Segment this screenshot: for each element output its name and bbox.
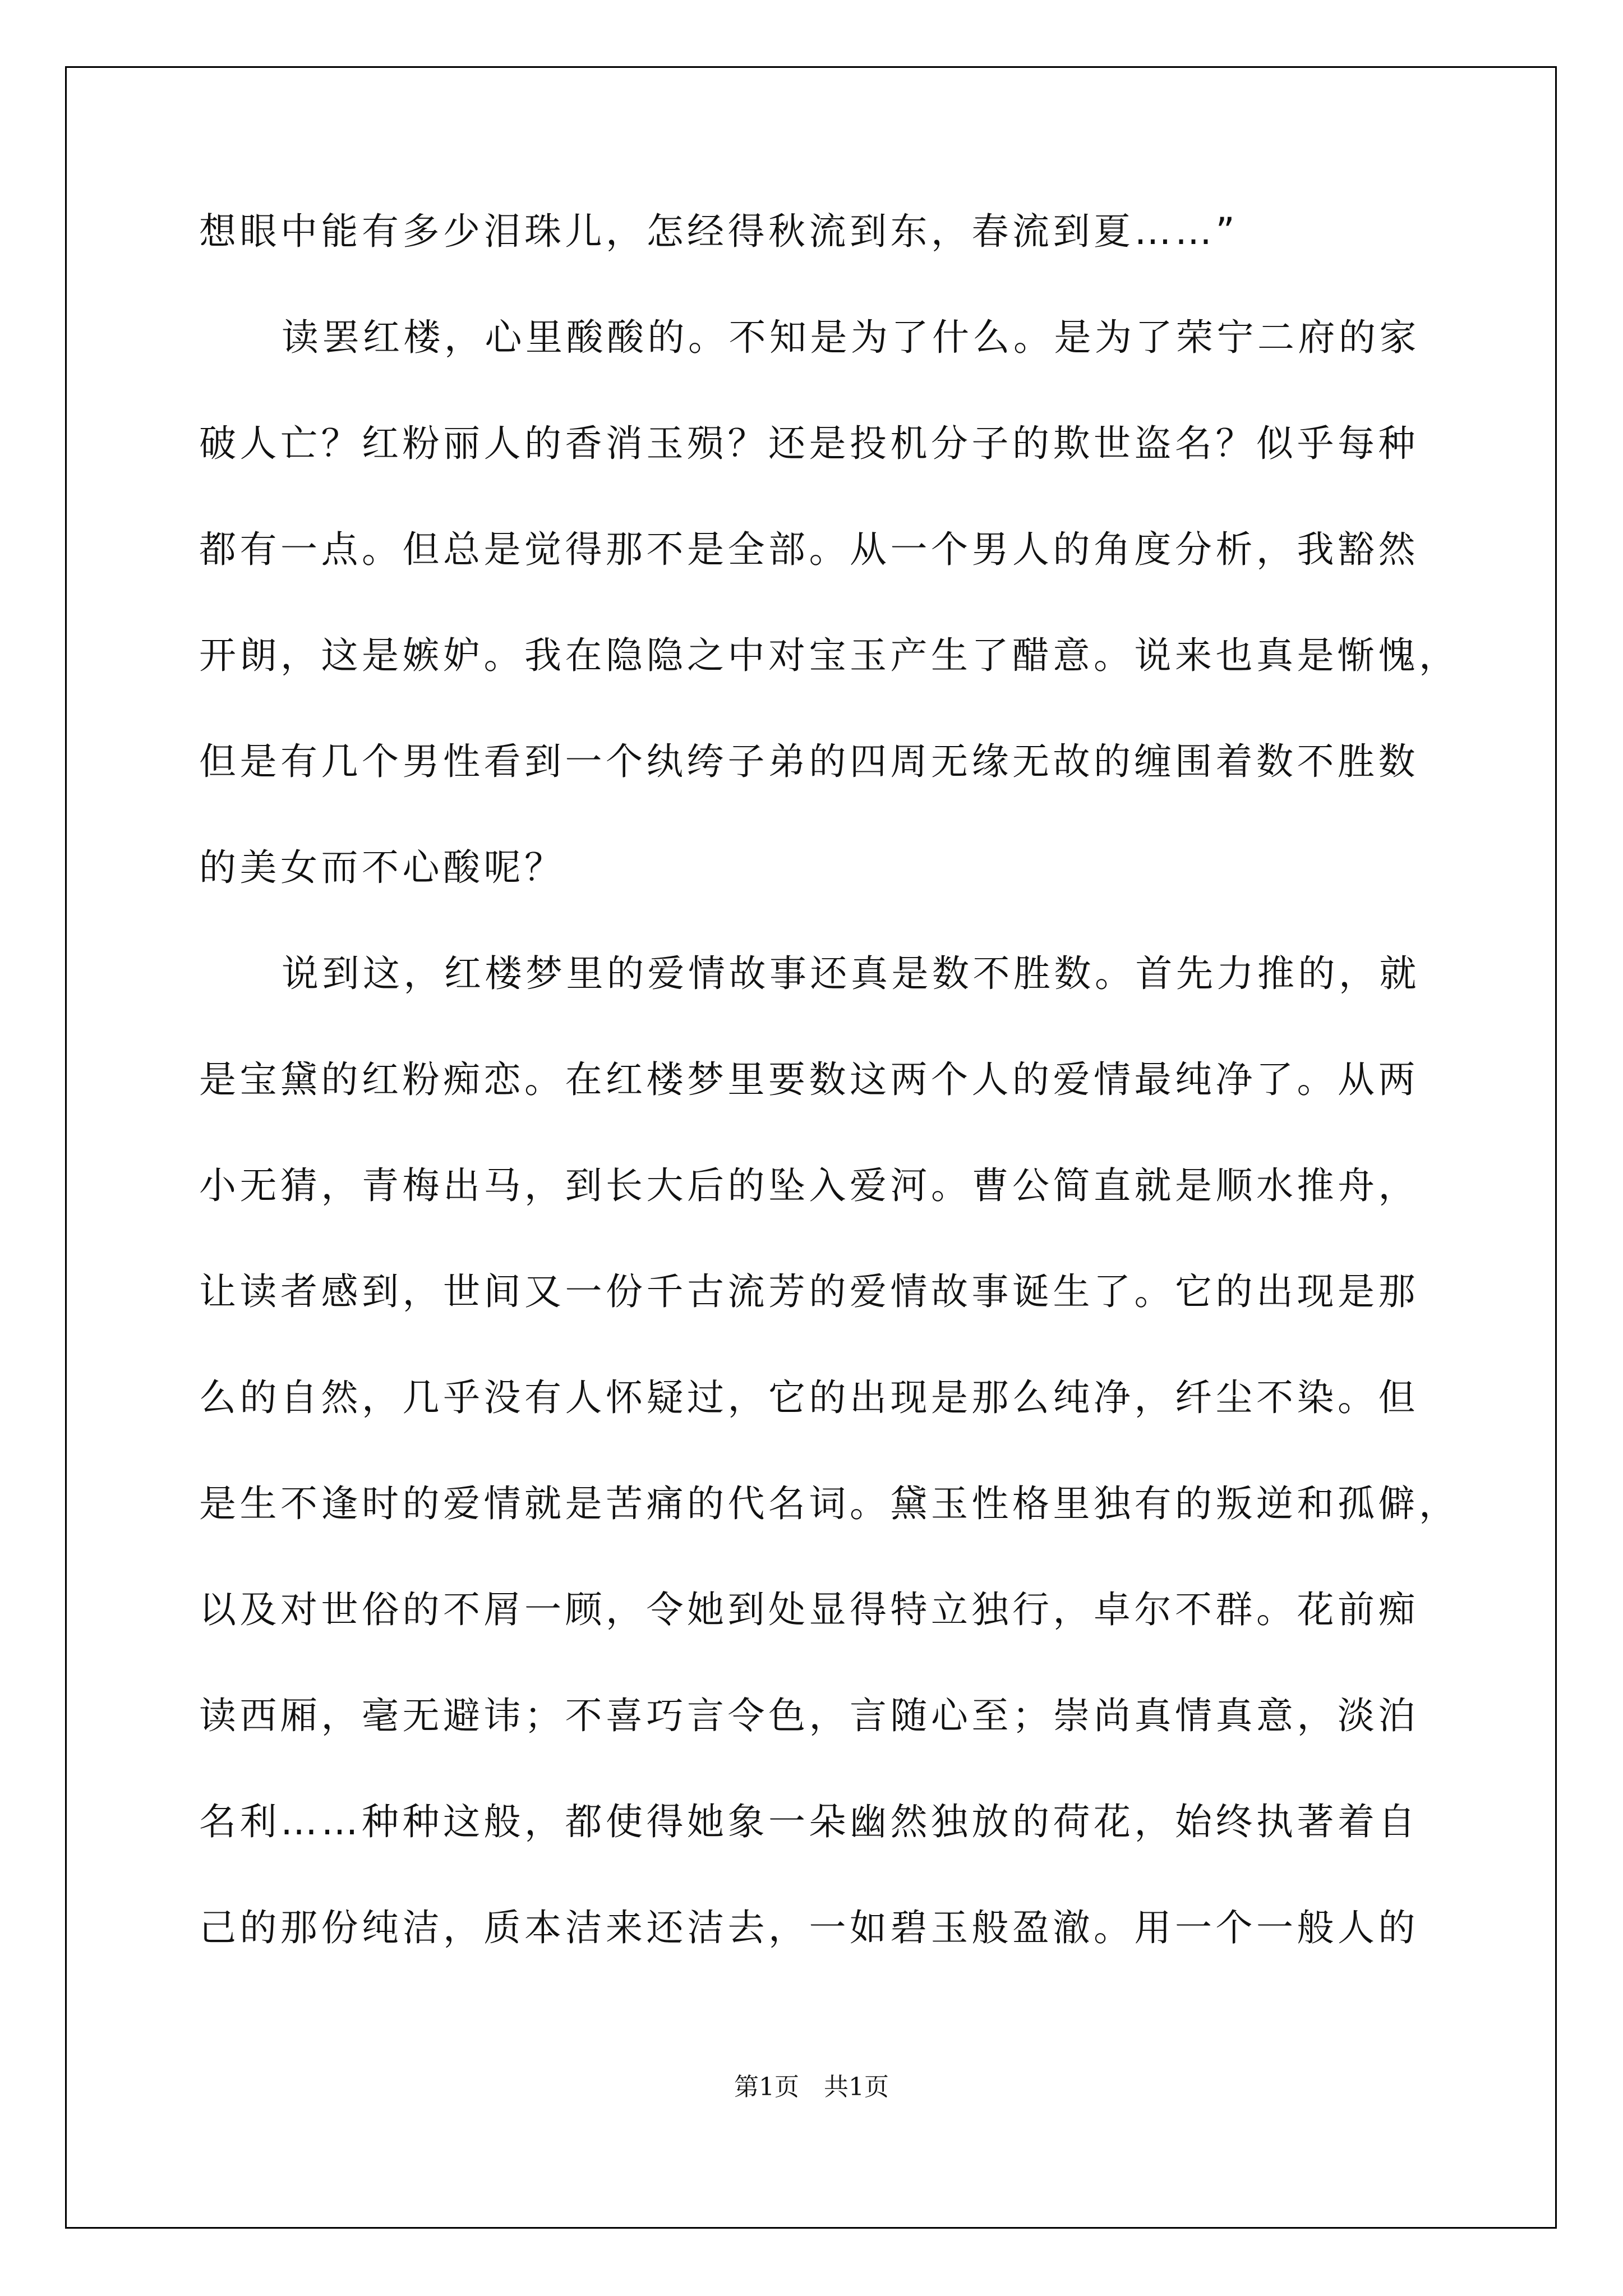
text-line: 己的那份纯洁，质本洁来还洁去，一如碧玉般盈澈。用一个一般人的 [199,1906,1419,1949]
text-line: 么的自然，几乎没有人怀疑过，它的出现是那么纯净，纤尘不染。但 [199,1376,1419,1419]
text-line: 开朗，这是嫉妒。我在隐隐之中对宝玉产生了醋意。说来也真是惭愧， [199,634,1460,677]
text-line: 但是有几个男性看到一个纨绔子弟的四周无缘无故的缠围着数不胜数 [199,740,1419,783]
text-line: 是生不逢时的爱情就是苦痛的代名词。黛玉性格里独有的叛逆和孤僻， [199,1482,1460,1525]
text-line: 小无猜，青梅出马，到长大后的坠入爱河。曹公简直就是顺水推舟， [199,1164,1419,1207]
text-line: 读西厢，毫无避讳；不喜巧言令色，言随心至；崇尚真情真意，淡泊 [199,1694,1419,1737]
paragraph-start-line: 说到这，红楼梦里的爱情故事还真是数不胜数。首先力推的，就 [282,952,1420,995]
text-line: 是宝黛的红粉痴恋。在红楼梦里要数这两个人的爱情最纯净了。从两 [199,1058,1419,1101]
text-line: 让读者感到，世间又一份千古流芳的爱情故事诞生了。它的出现是那 [199,1270,1419,1313]
paragraph-start-line: 读罢红楼，心里酸酸的。不知是为了什么。是为了荣宁二府的家 [282,316,1420,359]
text-line: 的美女而不心酸呢？ [199,846,565,889]
text-line: 以及对世俗的不屑一顾，令她到处显得特立独行，卓尔不群。花前痴 [199,1588,1419,1631]
text-line: 破人亡？红粉丽人的香消玉殒？还是投机分子的欺世盗名？似乎每种 [199,422,1419,465]
page-footer [0,2067,1623,2102]
document-body [199,210,1460,2016]
text-line: 名利……种种这般，都使得她象一朵幽然独放的荷花，始终执著着自 [199,1800,1419,1843]
text-line: 想眼中能有多少泪珠儿，怎经得秋流到东，春流到夏……” [199,210,1239,253]
page-number-label: 第1页 共1页 [734,2073,889,2101]
text-line: 都有一点。但总是觉得那不是全部。从一个男人的角度分析，我豁然 [199,528,1419,571]
